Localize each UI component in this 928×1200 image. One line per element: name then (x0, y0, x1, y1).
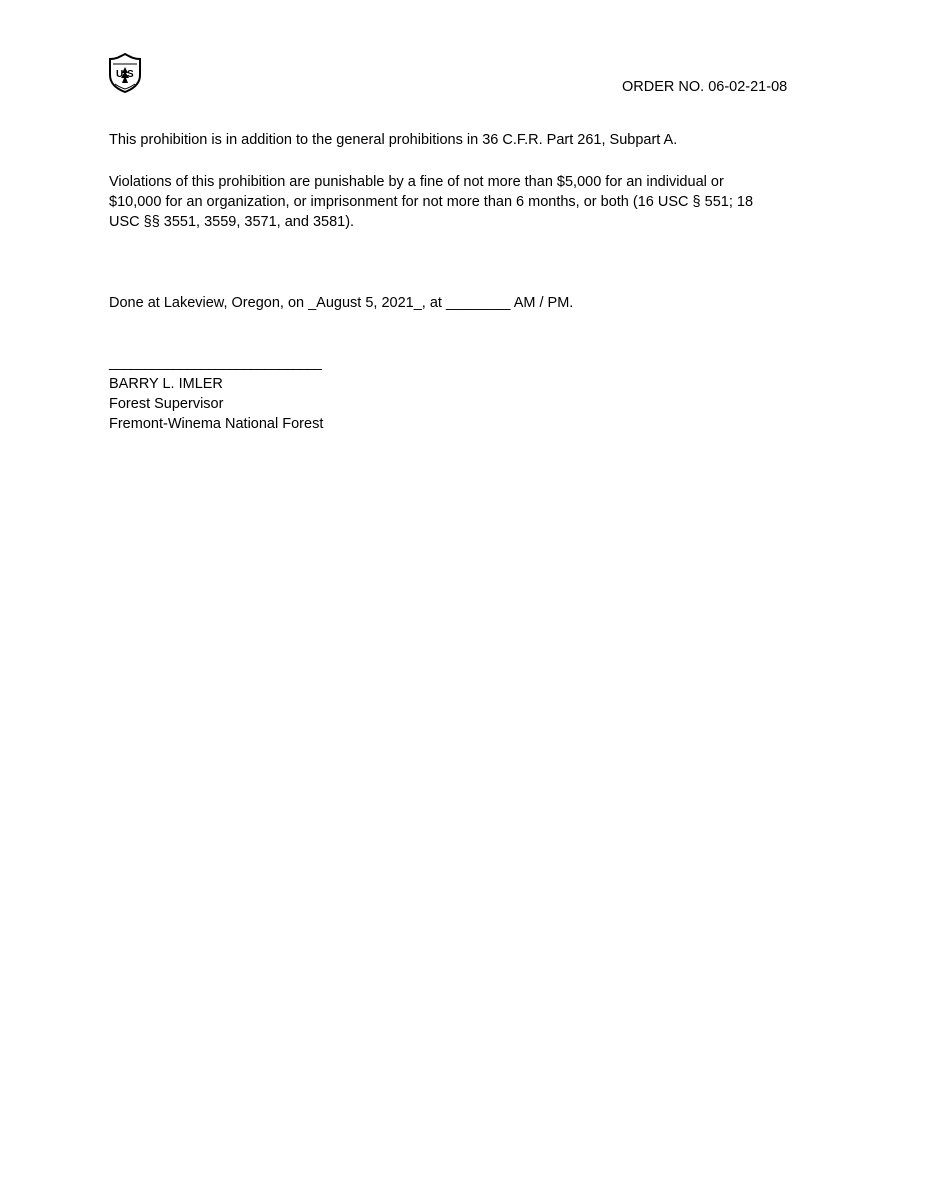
signature-line: ______________________________ (109, 355, 321, 371)
paragraph-general-prohibitions: This prohibition is in addition to the general prohibitions in 36 C.F.R. Part 261, Subpart A. (109, 132, 678, 148)
violations-line-3: USC §§ 3551, 3559, 3571, and 3581). (109, 214, 355, 230)
violations-line-1: Violations of this prohibition are punishable by a fine of not more than $5,000 for an individual or (109, 174, 724, 190)
svg-text:S: S (127, 69, 134, 80)
usfs-shield-logo (107, 53, 143, 93)
order-number: ORDER NO. 06-02-21-08 (622, 79, 788, 95)
svg-text:U: U (116, 69, 124, 80)
done-at-line: Done at Lakeview, Oregon, on _August 5, 2021_, at ________ AM / PM. (109, 295, 574, 311)
signer-title: Forest Supervisor (109, 396, 224, 412)
signer-name: BARRY L. IMLER (109, 376, 223, 392)
signer-unit: Fremont-Winema National Forest (109, 416, 324, 432)
paragraph-violations (109, 172, 809, 232)
violations-line-2: $10,000 for an organization, or imprisonment for not more than 6 months, or both (16 USC § 551; 18 (109, 194, 754, 210)
